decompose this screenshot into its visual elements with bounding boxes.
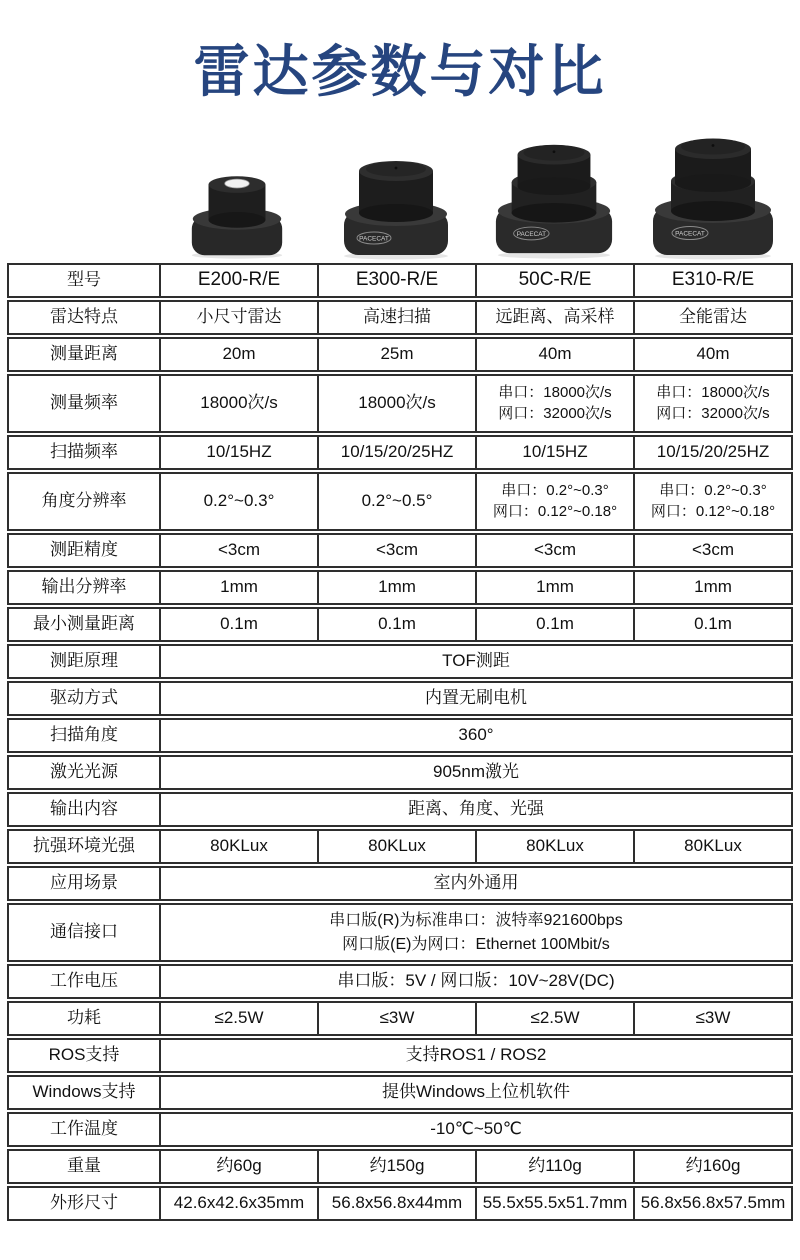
spec-value-line: 串口：18000次/s	[498, 384, 612, 402]
spec-value: E310-R/E	[633, 265, 791, 296]
spec-value: 1mm	[633, 572, 791, 603]
lidar-50c-illustration	[490, 138, 618, 260]
spec-row	[7, 681, 793, 716]
spec-label: 雷达特点	[50, 307, 118, 327]
lidar-e200-illustration	[182, 168, 292, 260]
spec-value: 40m	[475, 339, 633, 370]
spec-value: 高速扫描	[317, 302, 475, 333]
spec-row	[7, 570, 793, 605]
spec-value: 40m	[633, 339, 791, 370]
spec-value-span: -10℃~50℃	[159, 1114, 791, 1145]
spec-value	[633, 376, 791, 431]
spec-value-line: 串口版(R)为标准串口：波特率921600bps	[329, 912, 623, 930]
lidar-e300-illustration	[336, 153, 456, 260]
spec-value-span	[159, 905, 791, 960]
spec-label: 应用场景	[50, 873, 118, 893]
spec-label: 激光光源	[50, 762, 118, 782]
lidar-image-50c	[475, 116, 634, 260]
page-title: 雷达参数与对比	[193, 40, 607, 103]
spec-label: 测距精度	[50, 540, 118, 560]
spec-row	[7, 644, 793, 679]
spec-value: 10/15HZ	[159, 437, 317, 468]
spec-value: 20m	[159, 339, 317, 370]
lidar-image-e310	[634, 116, 793, 260]
spec-row	[7, 866, 793, 901]
spec-label: 工作温度	[50, 1119, 118, 1139]
spec-label: 外形尺寸	[50, 1193, 118, 1213]
spec-value: 10/15/20/25HZ	[633, 437, 791, 468]
spec-label: 测量距离	[50, 344, 118, 364]
spec-value-span: 支持ROS1 / ROS2	[159, 1040, 791, 1071]
spec-value: 0.2°~0.3°	[159, 474, 317, 529]
spec-value-span: 360°	[159, 720, 791, 751]
spec-value-line: 串口：0.2°~0.3°	[659, 482, 767, 500]
spec-value: 0.1m	[159, 609, 317, 640]
lidar-e310-illustration	[647, 133, 779, 260]
spec-row	[7, 792, 793, 827]
spec-value: 18000次/s	[317, 376, 475, 431]
spec-value: <3cm	[159, 535, 317, 566]
spec-value: 10/15HZ	[475, 437, 633, 468]
lidar-image-e200	[158, 116, 317, 260]
spec-value	[633, 474, 791, 529]
spec-row	[7, 435, 793, 470]
spec-value: 约150g	[317, 1151, 475, 1182]
spec-value-span: TOF测距	[159, 646, 791, 677]
spec-label: ROS支持	[48, 1045, 120, 1065]
spec-value: 25m	[317, 339, 475, 370]
spec-row	[7, 374, 793, 433]
spec-value: 56.8x56.8x44mm	[317, 1188, 475, 1219]
spec-value: 42.6x42.6x35mm	[159, 1188, 317, 1219]
spec-value-span: 串口版：5V / 网口版：10V~28V(DC)	[159, 966, 791, 997]
spec-label: 型号	[67, 270, 101, 290]
spec-value-span: 距离、角度、光强	[159, 794, 791, 825]
spec-label: 通信接口	[50, 922, 118, 942]
spec-value: E300-R/E	[317, 265, 475, 296]
spec-row	[7, 829, 793, 864]
spec-label: 测距原理	[50, 651, 118, 671]
lidar-image-e300	[317, 116, 476, 260]
spec-label: Windows支持	[32, 1082, 136, 1102]
spec-value-span: 内置无刷电机	[159, 683, 791, 714]
spec-value-span: 室内外通用	[159, 868, 791, 899]
brand-badge-text: PACECAT	[516, 230, 547, 238]
spec-value: 80KLux	[475, 831, 633, 862]
spec-value: 80KLux	[317, 831, 475, 862]
spec-row	[7, 718, 793, 753]
spec-label: 输出内容	[50, 799, 118, 819]
spec-value: ≤3W	[317, 1003, 475, 1034]
spec-value: ≤2.5W	[159, 1003, 317, 1034]
spec-label: 功耗	[67, 1008, 101, 1028]
spec-value-span: 提供Windows上位机软件	[159, 1077, 791, 1108]
brand-badge-text: PACECAT	[358, 235, 389, 243]
spec-row	[7, 1149, 793, 1184]
spec-label: 角度分辨率	[41, 491, 127, 511]
spec-value: 0.1m	[317, 609, 475, 640]
spec-row	[7, 1001, 793, 1036]
spec-value: 约60g	[159, 1151, 317, 1182]
spec-row	[7, 263, 793, 298]
spec-value	[475, 376, 633, 431]
spec-row	[7, 903, 793, 962]
spec-value: 全能雷达	[633, 302, 791, 333]
spec-value: 0.1m	[633, 609, 791, 640]
spec-value: 18000次/s	[159, 376, 317, 431]
spec-value-line: 串口：0.2°~0.3°	[501, 482, 609, 500]
product-images-row	[158, 116, 792, 260]
spec-row	[7, 1186, 793, 1221]
spec-row	[7, 964, 793, 999]
spec-value: 0.1m	[475, 609, 633, 640]
spec-label: 驱动方式	[50, 688, 118, 708]
spec-label: 测量频率	[50, 393, 118, 413]
spec-row	[7, 533, 793, 568]
brand-badge-text: PACECAT	[674, 230, 705, 238]
spec-value-line: 网口：0.12°~0.18°	[492, 502, 618, 520]
spec-row	[7, 337, 793, 372]
spec-value-line: 网口版(E)为网口：Ethernet 100Mbit/s	[342, 935, 610, 953]
spec-row	[7, 1112, 793, 1147]
spec-value: E200-R/E	[159, 265, 317, 296]
spec-value-line: 串口：18000次/s	[656, 384, 770, 402]
spec-row	[7, 1075, 793, 1110]
spec-value: 80KLux	[159, 831, 317, 862]
spec-value-line: 网口：0.12°~0.18°	[650, 502, 776, 520]
spec-value: 远距离、高采样	[475, 302, 633, 333]
spec-value: 约160g	[633, 1151, 791, 1182]
spec-label: 工作电压	[50, 971, 118, 991]
spec-row	[7, 1038, 793, 1073]
spec-label: 最小测量距离	[33, 614, 135, 634]
spec-value: 50C-R/E	[475, 265, 633, 296]
spec-value: 10/15/20/25HZ	[317, 437, 475, 468]
spec-value: 1mm	[159, 572, 317, 603]
spec-label: 输出分辨率	[41, 577, 127, 597]
spec-row	[7, 755, 793, 790]
spec-label: 重量	[67, 1156, 101, 1176]
spec-value-line: 网口：32000次/s	[656, 404, 770, 422]
spec-value: 0.2°~0.5°	[317, 474, 475, 529]
spec-label: 扫描频率	[50, 442, 118, 462]
spec-label: 抗强环境光强	[33, 836, 135, 856]
spec-value: ≤3W	[633, 1003, 791, 1034]
spec-value: <3cm	[317, 535, 475, 566]
spec-value: 约110g	[475, 1151, 633, 1182]
spec-label: 扫描角度	[50, 725, 118, 745]
spec-value: ≤2.5W	[475, 1003, 633, 1034]
spec-row	[7, 300, 793, 335]
spec-value: 小尺寸雷达	[159, 302, 317, 333]
spec-table	[7, 263, 793, 1223]
spec-value: 80KLux	[633, 831, 791, 862]
spec-value: 1mm	[317, 572, 475, 603]
spec-value: 55.5x55.5x51.7mm	[475, 1188, 633, 1219]
spec-value: 1mm	[475, 572, 633, 603]
spec-row	[7, 607, 793, 642]
spec-value: <3cm	[475, 535, 633, 566]
spec-value-line: 网口：32000次/s	[498, 404, 612, 422]
spec-value	[475, 474, 633, 529]
top-sticker	[225, 179, 250, 188]
spec-value-span: 905nm激光	[159, 757, 791, 788]
spec-value: <3cm	[633, 535, 791, 566]
spec-row	[7, 472, 793, 531]
spec-value: 56.8x56.8x57.5mm	[633, 1188, 791, 1219]
